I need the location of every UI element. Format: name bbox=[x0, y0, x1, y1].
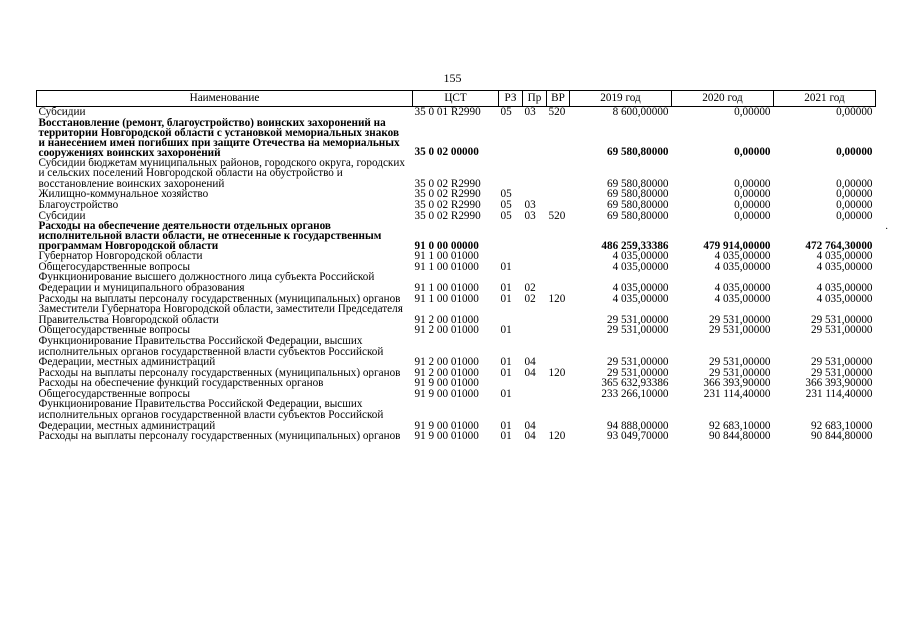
cell-rz: 01 bbox=[500, 419, 512, 432]
cell-rz: 01 bbox=[500, 431, 512, 442]
cell-y2021: 29 531,00000 bbox=[810, 325, 873, 336]
cell-vr bbox=[547, 272, 570, 293]
cell-pr: 03 bbox=[524, 199, 536, 211]
cell-cst: 91 1 00 01000 bbox=[414, 293, 479, 305]
cell-name: Расходы на обеспечение деятельности отдельных органов исполнительной власти области, не отнесенные к государственным программам Новгородской области bbox=[38, 221, 382, 252]
cell-rz: 01 bbox=[500, 367, 512, 379]
cell-vr bbox=[547, 262, 570, 273]
header-rz: РЗ bbox=[499, 91, 523, 107]
header-cst: ЦСТ bbox=[413, 91, 499, 107]
table-row bbox=[37, 158, 876, 190]
cell-rz: 01 bbox=[500, 261, 512, 273]
cell-cst: 91 1 00 01000 bbox=[414, 261, 479, 273]
cell-y2019: 29 531,00000 bbox=[606, 325, 669, 336]
cell-rz: 01 bbox=[500, 293, 512, 305]
cell-vr: 520 bbox=[548, 106, 566, 118]
budget-table bbox=[36, 90, 876, 442]
cell-name: Расходы на выплаты персоналу государственных (муниципальных) органов bbox=[38, 293, 401, 305]
cell-name: Расходы на выплаты персоналу государственных (муниципальных) органов bbox=[38, 367, 401, 379]
header-2020: 2020 год bbox=[672, 91, 774, 107]
cell-rz bbox=[499, 304, 523, 325]
cell-cst: 91 9 00 01000 bbox=[414, 388, 479, 400]
cell-name: Общегосударственные вопросы bbox=[38, 325, 191, 336]
cell-cst: 35 0 02 00000 bbox=[414, 146, 479, 158]
cell-y2021: 92 683,10000 bbox=[810, 419, 873, 432]
cell-rz: 05 bbox=[500, 106, 512, 118]
cell-y2020: 0,00000 bbox=[734, 146, 771, 158]
cell-name: Субсидии бюджетам муниципальных районов, городского округа, городских и сельских поселений Новгородской области на обустройство и восстановление воинских захоронений bbox=[38, 157, 405, 190]
cell-pr bbox=[523, 389, 547, 400]
cell-pr: 02 bbox=[524, 281, 536, 294]
table-row bbox=[37, 272, 876, 293]
cell-y2019: 29 531,00000 bbox=[606, 313, 669, 326]
page-number: 155 bbox=[443, 71, 462, 85]
cell-pr bbox=[523, 158, 547, 190]
cell-y2020: 29 531,00000 bbox=[708, 367, 771, 379]
table-row bbox=[37, 251, 876, 262]
table-row bbox=[37, 431, 876, 442]
cell-name: Заместители Губернатора Новгородской области, заместители Председателя Правительства Новгородской области bbox=[38, 304, 403, 326]
cell-cst: 91 9 00 01000 bbox=[414, 378, 479, 389]
cell-y2020: 92 683,10000 bbox=[708, 419, 771, 432]
table-row bbox=[37, 189, 876, 200]
cell-rz bbox=[499, 221, 523, 251]
cell-y2020: 29 531,00000 bbox=[708, 325, 771, 336]
cell-pr: 04 bbox=[524, 356, 536, 368]
cell-rz: 01 bbox=[500, 281, 512, 294]
cell-name: Расходы на обеспечение функций государственных органов bbox=[38, 378, 324, 389]
cell-vr: 120 bbox=[548, 431, 566, 442]
cell-vr bbox=[547, 189, 570, 200]
cell-rz: 05 bbox=[500, 210, 512, 222]
cell-y2021: 90 844,80000 bbox=[810, 431, 873, 442]
cell-y2019: 8 600,00000 bbox=[612, 106, 669, 118]
cell-y2020: 0,00000 bbox=[734, 177, 771, 190]
cell-y2019: 233 266,10000 bbox=[601, 388, 669, 400]
cell-y2020: 479 914,00000 bbox=[703, 239, 771, 252]
cell-pr bbox=[523, 221, 547, 251]
cell-pr bbox=[523, 251, 547, 262]
table-header-row bbox=[37, 91, 876, 107]
cell-y2021: 29 531,00000 bbox=[810, 367, 873, 379]
cell-cst: 35 0 02 R2990 bbox=[414, 199, 481, 211]
cell-y2019: 69 580,80000 bbox=[606, 146, 669, 158]
cell-rz: 01 bbox=[500, 388, 512, 400]
cell-vr bbox=[547, 304, 570, 325]
cell-cst: 91 2 00 01000 bbox=[414, 356, 479, 368]
cell-pr: 03 bbox=[524, 106, 536, 118]
cell-y2020: 0,00000 bbox=[734, 106, 771, 118]
cell-cst: 91 2 00 01000 bbox=[414, 367, 479, 379]
cell-y2021: 29 531,00000 bbox=[810, 313, 873, 326]
cell-rz: 05 bbox=[500, 189, 512, 200]
cell-pr bbox=[523, 262, 547, 273]
cell-pr: 04 bbox=[524, 431, 536, 442]
table-row bbox=[37, 378, 876, 389]
cell-cst: 91 9 00 01000 bbox=[414, 431, 479, 442]
cell-pr bbox=[523, 325, 547, 336]
cell-name: Жилищно-коммунальное хозяйство bbox=[38, 189, 209, 200]
cell-y2021: 0,00000 bbox=[836, 177, 873, 190]
cell-y2021: 0,00000 bbox=[836, 189, 873, 200]
cell-vr bbox=[547, 200, 570, 211]
cell-pr bbox=[523, 304, 547, 325]
cell-y2021: 4 035,00000 bbox=[816, 281, 873, 294]
table-row bbox=[37, 107, 876, 118]
cell-y2021: 29 531,00000 bbox=[810, 356, 873, 368]
cell-vr bbox=[547, 221, 570, 251]
cell-cst: 91 1 00 01000 bbox=[414, 251, 479, 262]
cell-y2020: 231 114,40000 bbox=[703, 388, 771, 400]
cell-y2021: 4 035,00000 bbox=[816, 293, 873, 305]
cell-rz: 01 bbox=[500, 325, 512, 336]
cell-y2019: 29 531,00000 bbox=[606, 356, 669, 368]
cell-name: Функционирование Правительства Российской Федерации, высших исполнительных органов государственной власти субъектов Российской Федерации, местных администраций bbox=[38, 335, 384, 368]
cell-y2021: 231 114,40000 bbox=[805, 388, 873, 400]
cell-y2020: 0,00000 bbox=[734, 210, 771, 222]
cell-rz bbox=[499, 158, 523, 190]
cell-vr bbox=[547, 389, 570, 400]
cell-y2021: 4 035,00000 bbox=[816, 251, 873, 262]
cell-y2020: 29 531,00000 bbox=[708, 313, 771, 326]
cell-y2019: 69 580,80000 bbox=[606, 210, 669, 222]
cell-vr bbox=[547, 336, 570, 368]
table-row bbox=[37, 118, 876, 158]
cell-y2019: 4 035,00000 bbox=[612, 293, 669, 305]
cell-y2020: 366 393,90000 bbox=[703, 378, 771, 389]
cell-y2021: 0,00000 bbox=[836, 210, 873, 222]
table-row bbox=[37, 304, 876, 325]
table-row bbox=[37, 200, 876, 211]
cell-y2020: 4 035,00000 bbox=[714, 261, 771, 273]
cell-y2020: 0,00000 bbox=[734, 199, 771, 211]
cell-rz bbox=[499, 251, 523, 262]
cell-y2020: 29 531,00000 bbox=[708, 356, 771, 368]
cell-name: Губернатор Новгородской области bbox=[38, 251, 203, 262]
cell-pr bbox=[523, 378, 547, 389]
table-row bbox=[37, 336, 876, 368]
cell-y2019: 4 035,00000 bbox=[612, 261, 669, 273]
cell-cst: 91 1 00 01000 bbox=[414, 281, 479, 294]
cell-y2019: 69 580,80000 bbox=[606, 199, 669, 211]
header-vr: ВР bbox=[547, 91, 570, 107]
cell-cst: 35 0 02 R2990 bbox=[414, 210, 481, 222]
cell-vr bbox=[547, 118, 570, 158]
header-2019: 2019 год bbox=[570, 91, 672, 107]
cell-vr: 120 bbox=[548, 293, 566, 305]
cell-rz bbox=[499, 378, 523, 389]
cell-y2019: 486 259,33386 bbox=[601, 239, 669, 252]
cell-name: Функционирование высшего должностного лица субъекта Российской Федерации и муниципального образования bbox=[38, 272, 375, 294]
cell-vr bbox=[547, 251, 570, 262]
cell-rz: 05 bbox=[500, 199, 512, 211]
cell-cst: 35 0 01 R2990 bbox=[414, 106, 481, 118]
cell-pr bbox=[523, 118, 547, 158]
header-2021: 2021 год bbox=[774, 91, 876, 107]
table-body bbox=[37, 107, 876, 442]
cell-pr: 04 bbox=[524, 367, 536, 379]
cell-y2019: 69 580,80000 bbox=[606, 189, 669, 200]
cell-y2021: 366 393,90000 bbox=[805, 378, 873, 389]
cell-y2019: 4 035,00000 bbox=[612, 281, 669, 294]
cell-name: Субсидии bbox=[38, 106, 86, 118]
cell-pr: 04 bbox=[524, 419, 536, 432]
cell-vr bbox=[547, 399, 570, 431]
cell-y2019: 4 035,00000 bbox=[612, 251, 669, 262]
cell-cst: 91 2 00 01000 bbox=[414, 313, 479, 326]
cell-vr bbox=[547, 378, 570, 389]
cell-y2019: 94 888,00000 bbox=[606, 419, 669, 432]
table-row bbox=[37, 262, 876, 273]
cell-y2020: 90 844,80000 bbox=[708, 431, 771, 442]
cell-name: Общегосударственные вопросы bbox=[38, 261, 191, 273]
table-row bbox=[37, 325, 876, 336]
cell-name: Восстановление (ремонт, благоустройство) воинских захоронений на территории Новгородской области с установкой мемориальных знаков и нанесением имен погибших при защите Отечества на мемориальных сооружениях воинских захоронений bbox=[38, 117, 400, 158]
cell-y2020: 4 035,00000 bbox=[714, 293, 771, 305]
cell-name: Субсидии bbox=[38, 210, 86, 222]
cell-name: Благоустройство bbox=[38, 199, 119, 211]
cell-pr bbox=[523, 189, 547, 200]
header-pr: Пр bbox=[523, 91, 547, 107]
table-row bbox=[37, 221, 876, 251]
cell-pr: 02 bbox=[524, 293, 536, 305]
cell-cst: 35 0 02 R2990 bbox=[414, 189, 481, 200]
table-row bbox=[37, 294, 876, 305]
cell-y2019: 29 531,00000 bbox=[606, 367, 669, 379]
table-row bbox=[37, 399, 876, 431]
header-name: Наименование bbox=[37, 91, 413, 107]
cell-name: Расходы на выплаты персоналу государственных (муниципальных) органов bbox=[38, 431, 401, 442]
cell-y2021: 0,00000 bbox=[836, 199, 873, 211]
cell-rz: 01 bbox=[500, 356, 512, 368]
cell-pr: 03 bbox=[524, 210, 536, 222]
cell-name: Функционирование Правительства Российской Федерации, высших исполнительных органов государственной власти субъектов Российской Федерации, местных администраций bbox=[38, 399, 384, 432]
cell-y2021: 0,00000 bbox=[836, 106, 873, 118]
cell-vr bbox=[547, 325, 570, 336]
cell-y2020: 4 035,00000 bbox=[714, 251, 771, 262]
cell-y2020: 0,00000 bbox=[734, 189, 771, 200]
cell-cst: 91 2 00 01000 bbox=[414, 325, 479, 336]
cell-y2021: 0,00000 bbox=[836, 146, 873, 158]
table-row bbox=[37, 211, 876, 222]
cell-name: Общегосударственные вопросы bbox=[38, 388, 191, 400]
cell-y2020: 4 035,00000 bbox=[714, 281, 771, 294]
margin-mark: · bbox=[885, 224, 889, 235]
cell-cst: 91 0 00 00000 bbox=[414, 239, 479, 252]
cell-y2021: 4 035,00000 bbox=[816, 261, 873, 273]
cell-rz bbox=[499, 118, 523, 158]
cell-y2019: 69 580,80000 bbox=[606, 177, 669, 190]
cell-vr: 520 bbox=[548, 210, 566, 222]
cell-y2021: 472 764,30000 bbox=[805, 239, 873, 252]
cell-cst: 91 9 00 01000 bbox=[414, 419, 479, 432]
cell-y2019: 365 632,93386 bbox=[601, 378, 669, 389]
cell-cst: 35 0 02 R2990 bbox=[414, 177, 481, 190]
cell-y2019: 93 049,70000 bbox=[606, 431, 669, 442]
table-row bbox=[37, 368, 876, 379]
cell-vr bbox=[547, 158, 570, 190]
cell-vr: 120 bbox=[548, 367, 566, 379]
table-row bbox=[37, 389, 876, 400]
